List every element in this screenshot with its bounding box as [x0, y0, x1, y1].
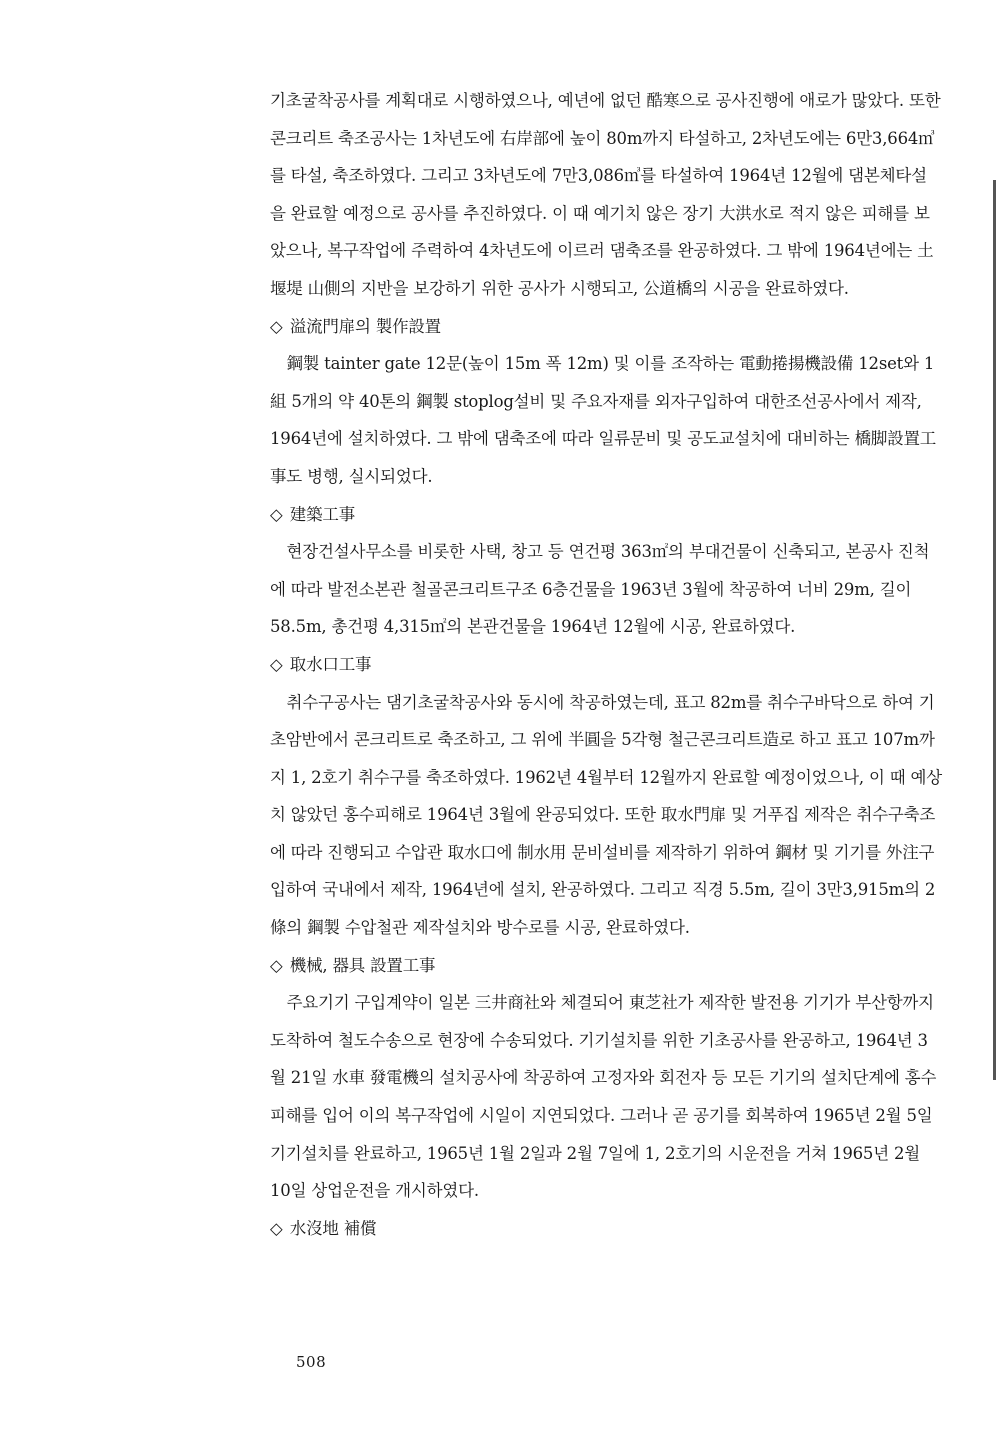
- diamond-bullet-icon: ◇: [270, 504, 283, 524]
- section-body-machinery: 주요기기 구입계약이 일본 三井商社와 체결되어 東芝社가 제작한 발전용 기기가 부산항까지 도착하여 철도수송으로 현장에 수송되었다. 기기설치를 위한 기초공사를 완공하고, 1964년 3월 21일 水車 發電機의 설치공사에 착공하여 고정자와 회전자 등 모든 기기의 설치단계에 홍수피해를 입어 이의 복구작업에 시일이 지연되었다. 그러나 곧 공기를 회복하여 1965년 2월 5일 기기설치를 완료하고, 1965년 1월 2일과 2월 7일에 1, 2호기의 시운전을 거쳐 1965년 2월 10일 상업운전을 개시하였다.: [270, 993, 937, 1201]
- diamond-bullet-icon: ◇: [270, 955, 283, 975]
- section-heading-construction: [270, 496, 942, 534]
- section-heading-text: 機械, 器具 設置工事: [289, 955, 436, 975]
- section-body-spillway-gates: 鋼製 tainter gate 12문(높이 15m 폭 12m) 및 이를 조작하는 電動捲揚機設備 12set와 1組 5개의 약 40톤의 鋼製 stoplog설비 및 주요자재를 외자구입하여 대한조선공사에서 제작, 1964년에 설치하였다. 그 밖에 댐축조에 따라 일류문비 및 공도교설치에 대비하는 橋脚設置工事도 병행, 실시되었다.: [270, 354, 937, 486]
- document-body: [270, 82, 942, 1247]
- page-number: 508: [296, 1353, 327, 1371]
- section-heading-text: 溢流門扉의 製作設置: [289, 316, 441, 336]
- section-heading-text: 建築工事: [289, 504, 355, 524]
- diamond-bullet-icon: ◇: [270, 1218, 283, 1238]
- section-heading-submerged-land: [270, 1210, 942, 1248]
- section-body-intake: 취수구공사는 댐기초굴착공사와 동시에 착공하였는데, 표고 82m를 취수구바닥으로 하여 기초암반에서 콘크리트로 축조하고, 그 위에 半圓을 5각형 철근콘크리트造로 하고 표고 107m까지 1, 2호기 취수구를 축조하였다. 1962년 4월부터 12월까지 완료할 예정이었으나, 이 때 예상치 않았던 홍수피해로 1964년 3월에 완공되었다. 또한 取水門扉 및 거푸집 제작은 취수구축조에 따라 진행되고 수압관 取水口에 制水用 문비설비를 제작하기 위하여 鋼材 및 기기를 外注구입하여 국내에서 제작, 1964년에 설치, 완공하였다. 그리고 직경 5.5m, 길이 3만3,915m의 2條의 鋼製 수압철관 제작설치와 방수로를 시공, 완료하였다.: [270, 692, 943, 938]
- section-heading-spillway-gates: [270, 308, 942, 346]
- intro-paragraph: 기초굴착공사를 계획대로 시행하였으나, 예년에 없던 酷寒으로 공사진행에 애로가 많았다. 또한 콘크리트 축조공사는 1차년도에 右岸部에 높이 80m까지 타설하고, 2차년도에는 6만3,664㎥를 타설, 축조하였다. 그리고 3차년도에 7만3,086㎥를 타설하여 1964년 12월에 댐본체타설을 완료할 예정으로 공사를 추진하였다. 이 때 예기치 않은 장기 大洪水로 적지 않은 피해를 보았으나, 복구작업에 주력하여 4차년도에 이르러 댐축조를 완공하였다. 그 밖에 1964년에는 土堰堤 山側의 지반을 보강하기 위한 공사가 시행되고, 公道橋의 시공을 완료하였다.: [270, 91, 941, 298]
- section-body-construction: 현장건설사무소를 비롯한 사택, 창고 등 연건평 363㎡의 부대건물이 신축되고, 본공사 진척에 따라 발전소본관 철골콘크리트구조 6층건물을 1963년 3월에 착공하여 너비 29m, 길이 58.5m, 총건평 4,315㎡의 본관건물을 1964년 12월에 시공, 완료하였다.: [270, 542, 930, 637]
- diamond-bullet-icon: ◇: [270, 654, 283, 674]
- section-heading-intake: [270, 646, 942, 684]
- section-heading-machinery: [270, 947, 942, 985]
- section-heading-text: 取水口工事: [289, 654, 372, 674]
- diamond-bullet-icon: ◇: [270, 316, 283, 336]
- section-heading-text: 水沒地 補償: [289, 1218, 377, 1238]
